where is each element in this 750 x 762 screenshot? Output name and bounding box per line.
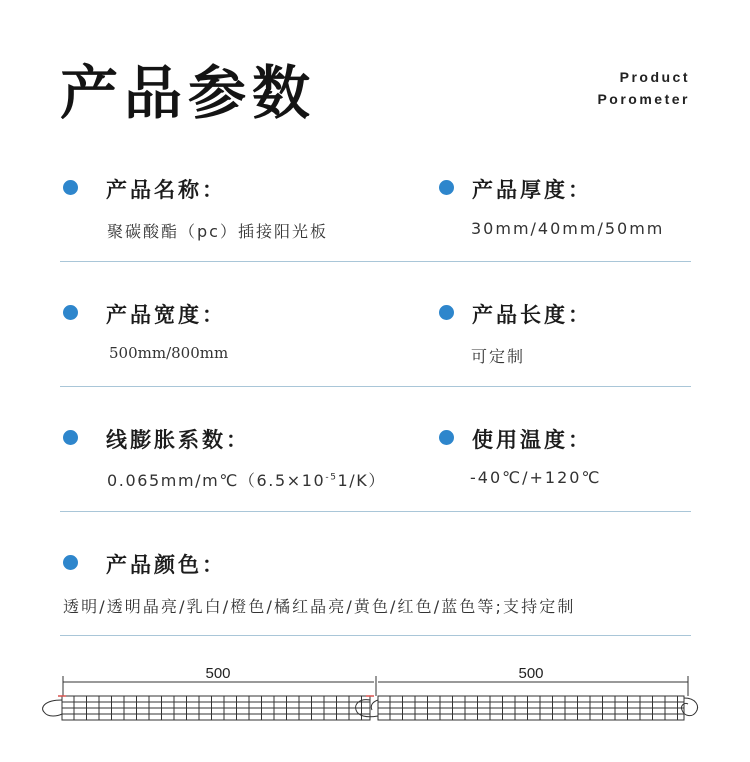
dimension-label-left: 500 [205, 665, 231, 682]
connector-left-edge [43, 700, 62, 716]
page-title: 产品参数 [60, 59, 317, 127]
bullet-dot-icon [439, 305, 454, 320]
product-color-label: 产品颜色： [106, 553, 226, 577]
panel-cross-section-diagram [0, 650, 750, 762]
bullet-dot-icon [63, 430, 78, 445]
divider [60, 635, 691, 636]
product-thickness-value: 30mm/40mm/50mm [471, 219, 665, 238]
divider [60, 261, 691, 262]
bullet-dot-icon [439, 180, 454, 195]
dimension-label-right: 500 [518, 665, 544, 682]
subtitle-line-1: Product [619, 69, 690, 85]
expansion-coefficient-value [107, 468, 386, 491]
product-length-label: 产品长度： [472, 303, 592, 327]
product-thickness-label: 产品厚度： [472, 178, 592, 202]
product-color-value: 透明/透明晶亮/乳白/橙色/橘红晶亮/黄色/红色/蓝色等;支持定制 [63, 597, 576, 616]
expansion-coefficient-label: 线膨胀系数： [106, 428, 250, 452]
panel-profiles [43, 696, 698, 720]
operating-temperature-label: 使用温度： [472, 428, 592, 452]
expansion-main: 0.065mm/m℃（6.5×10 [107, 471, 326, 490]
dimension-lines [63, 676, 688, 696]
divider [60, 511, 691, 512]
operating-temperature-value: -40℃/+120℃ [470, 468, 602, 487]
connector-middle-hook [371, 700, 378, 710]
divider [60, 386, 691, 387]
product-length-value: 可定制 [471, 347, 526, 366]
product-name-label: 产品名称： [106, 178, 226, 202]
page-subtitle [597, 66, 690, 110]
product-width-value: 500mm/800mm [109, 344, 229, 362]
product-width-label: 产品宽度： [106, 303, 226, 327]
expansion-tail: 1/K） [337, 471, 386, 490]
bullet-dot-icon [63, 555, 78, 570]
bullet-dot-icon [63, 180, 78, 195]
expansion-exponent: -5 [325, 472, 338, 483]
bullet-dot-icon [439, 430, 454, 445]
product-name-value: 聚碳酸酯（pc）插接阳光板 [107, 222, 328, 241]
subtitle-line-2: Porometer [597, 91, 690, 107]
bullet-dot-icon [63, 305, 78, 320]
